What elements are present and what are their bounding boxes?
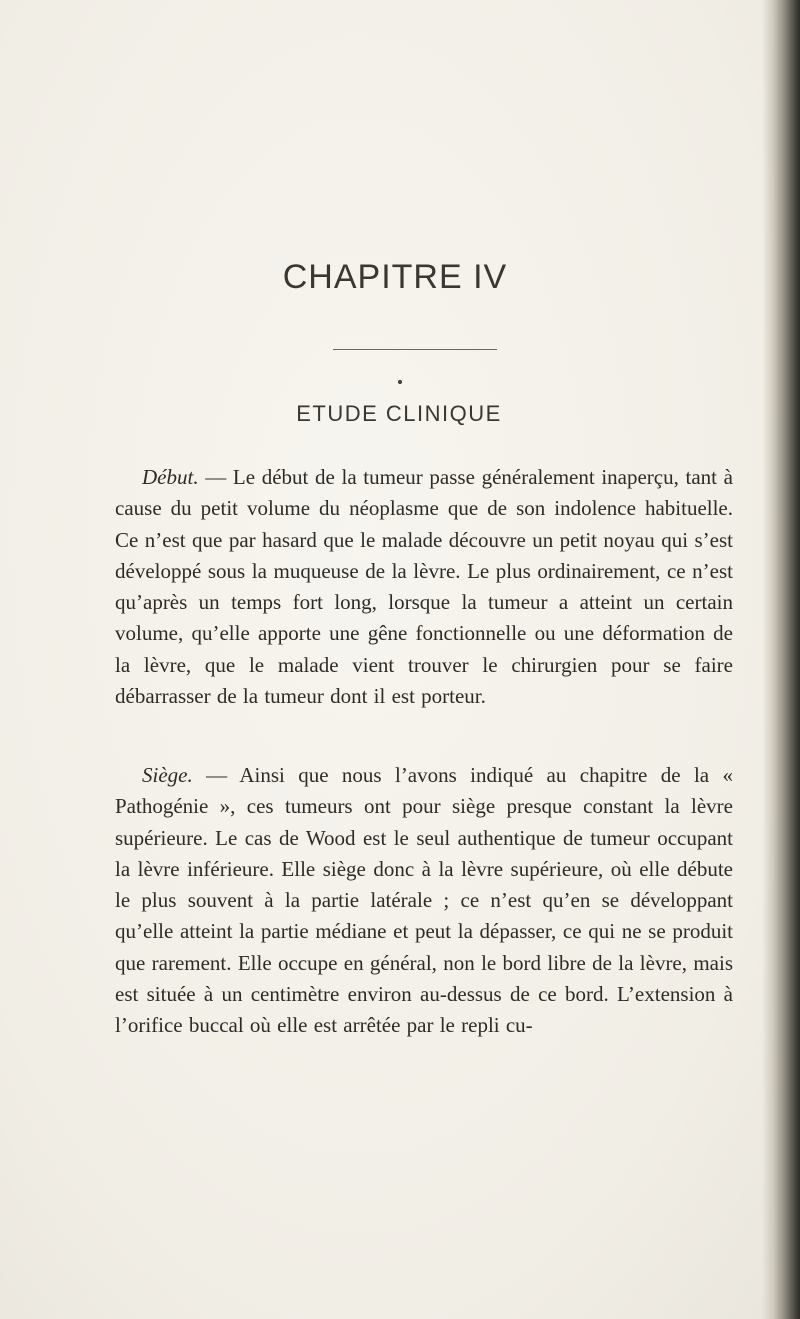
section-title: ETUDE CLINIQUE [296, 401, 502, 426]
paragraph-body: — Ainsi que nous l’avons indiqué au chapitre de la « Pathogénie », ces tumeurs ont pour siège presque constant la lèvre supérieure. Le cas de Wood est le seul authentique de tumeur occupant la lèvre inférieure. Elle siège donc à la lèvre supérieure, où elle débute le plus souvent à la partie latérale ; ce n’est qu’en se développant qu’elle atteint la partie médiane et peut la dépasser, ce qui ne se produit que rarement. Elle occupe en général, non le bord libre de la lèvre, mais est située à un centimètre environ au-dessus de ce bord. L’extension à l’orifice buccal où elle est arrêtée par le repli cu- [115, 763, 733, 1038]
page-binding-edge [762, 0, 800, 1319]
paragraph-body: — Le début de la tumeur passe généralement inaperçu, tant à cause du petit volume du néoplasme que de son indolence habituelle. Ce n’est que par hasard que le malade découvre un petit noyau qui s’est développé sous la muqueuse de la lèvre. Le plus ordinairement, ce n’est qu’après un temps fort long, lorsque la tumeur a atteint un certain volume, qu’elle apporte une gêne fonctionnelle ou une déformation de la lèvre, que le malade vient trouver le chirurgien pour se faire débarrasser de la tumeur dont il est porteur. [115, 465, 733, 709]
ornament-dot [398, 380, 402, 384]
paragraph-siege [115, 760, 733, 1042]
paragraph-lead: Siège. [142, 763, 193, 787]
paragraph-lead: Début. [142, 465, 199, 489]
paragraph-debut [115, 462, 733, 712]
chapter-title: CHAPITRE IV [282, 258, 508, 296]
title-rule [333, 349, 497, 350]
